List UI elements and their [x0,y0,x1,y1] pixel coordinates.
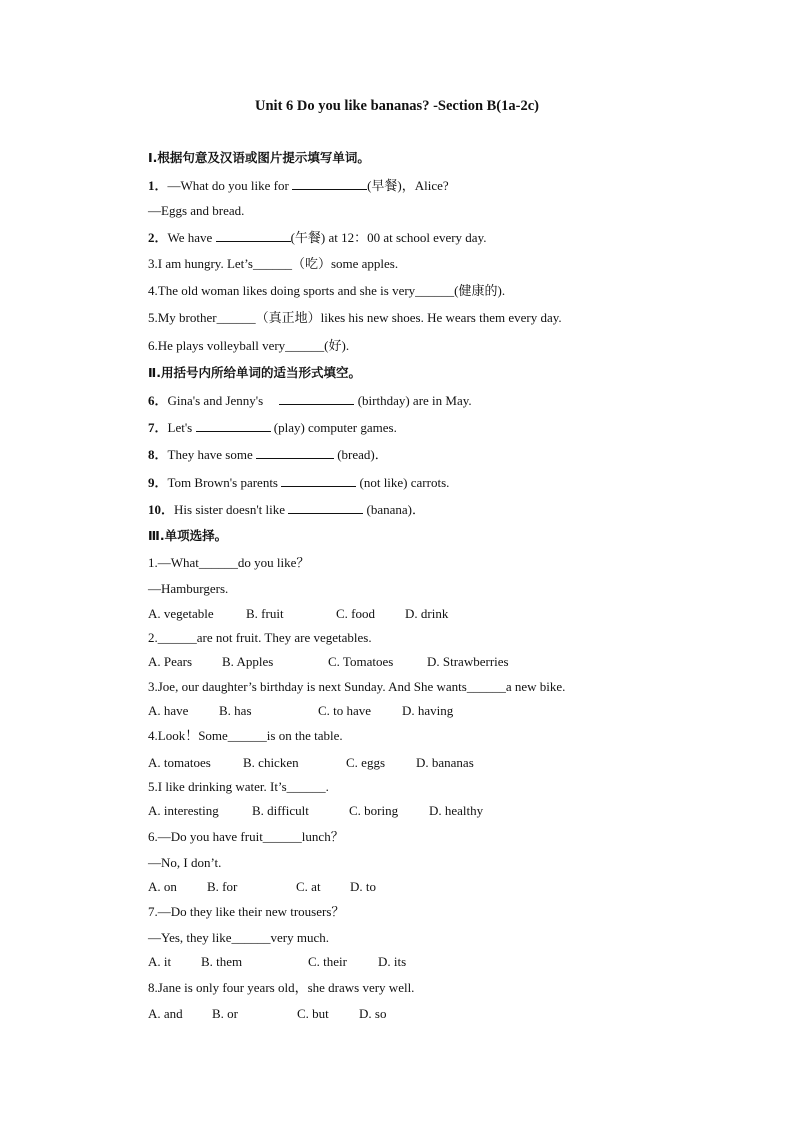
mc-question-5: 5.I like drinking water. It’s______. [148,779,329,794]
option-c[interactable]: C. at [296,879,321,894]
mc-question-8: 8.Jane is only four years old，she draws very well. [148,980,415,995]
option-b[interactable]: B. them [201,954,243,969]
section-1-heading: Ⅰ.根据句意及汉语或图片提示填写单词。 [148,150,370,165]
question-number: 7． [148,420,168,435]
option-d[interactable]: D. healthy [429,803,484,818]
option-b[interactable]: B. difficult [252,803,309,818]
sec1-question-1 [148,177,449,194]
option-d[interactable]: D. so [359,1006,387,1021]
option-d[interactable]: D. having [402,703,454,718]
mc-answer-6: —No, I don’t. [148,855,222,870]
option-a[interactable]: A. have [148,703,189,718]
question-text: Tom Brown's parents [167,475,278,490]
question-text: His sister doesn't like [174,502,286,517]
question-hint: (午餐) at 12：00 at school every day. [290,230,487,245]
answer-blank[interactable] [279,392,354,405]
sec1-question-2 [148,229,486,246]
option-d[interactable]: D. to [350,879,376,894]
option-b[interactable]: B. for [207,879,238,894]
answer-blank[interactable] [256,446,334,459]
question-number: 2． [148,230,168,245]
question-number: 6． [148,393,168,408]
answer-blank[interactable] [281,474,356,487]
question-hint: (bread)． [337,447,388,462]
mc-question-6: 6.—Do you have fruit______lunch？ [148,829,344,844]
option-d[interactable]: D. its [378,954,407,969]
option-d[interactable]: D. Strawberries [427,654,509,669]
question-number: 9． [148,475,168,490]
mc-answer-7: —Yes, they like______very much. [148,930,330,945]
page-title: Unit 6 Do you like bananas? -Section B(1a-2c) [255,98,539,114]
option-a[interactable]: A. tomatoes [148,755,211,770]
sec2-question-6 [148,392,472,409]
option-a[interactable]: A. it [148,954,172,969]
sec2-question-7 [148,419,397,436]
mc-question-2: 2.______are not fruit. They are vegetables. [148,630,372,645]
mc-answer-1: —Hamburgers. [148,581,229,596]
sec1-question-3: 3.I am hungry. Let’s______（吃）some apples. [148,256,399,271]
sec1-question-5: 5.My brother______（真正地）likes his new shoes. He wears them every day. [148,310,562,325]
option-a[interactable]: A. on [148,879,177,894]
option-a[interactable]: A. interesting [148,803,219,818]
sec2-question-9 [148,474,449,491]
answer-blank[interactable] [288,501,363,514]
question-hint: (早餐)，Alice? [367,178,449,193]
mc-question-1: 1.—What______do you like？ [148,555,310,570]
mc-question-4: 4.Look！Some______is on the table. [148,728,343,743]
option-a[interactable]: A. and [148,1006,183,1021]
question-hint: (banana)． [366,502,426,517]
answer-blank[interactable] [216,229,291,242]
question-text: Let's [167,420,193,435]
question-number: 1． [148,178,168,193]
mc-question-7: 7.—Do they like their new trousers？ [148,904,345,919]
mc-question-3: 3.Joe, our daughter’s birthday is next Sunday. And She wants______a new bike. [148,679,566,694]
option-c[interactable]: C. their [308,954,347,969]
section-2-heading: Ⅱ.用括号内所给单词的适当形式填空。 [148,365,361,380]
sec2-question-10 [148,501,425,518]
sec2-question-8 [148,446,388,463]
question-number: 8． [148,447,168,462]
sec1-question-4: 4.The old woman likes doing sports and she is very______(健康的). [148,283,506,298]
question-hint: (birthday) are in May. [357,393,472,408]
question-number: 10． [148,502,175,517]
answer-blank[interactable] [196,419,271,432]
question-text: They have some [167,447,253,462]
option-b[interactable]: B. or [212,1006,238,1021]
question-text: —What do you like for [167,178,289,193]
question-hint: (not like) carrots. [359,475,450,490]
option-b[interactable]: B. fruit [246,606,284,621]
option-c[interactable]: C. boring [349,803,399,818]
option-b[interactable]: B. has [219,703,252,718]
option-c[interactable]: C. but [297,1006,329,1021]
option-c[interactable]: C. Tomatoes [328,654,394,669]
question-hint: (play) computer games. [273,420,397,435]
question-text: We have [167,230,213,245]
sec1-answer-1: —Eggs and bread. [148,203,245,218]
option-a[interactable]: A. Pears [148,654,193,669]
option-b[interactable]: B. Apples [222,654,274,669]
question-text: Gina's and Jenny's [167,393,264,408]
option-d[interactable]: D. drink [405,606,449,621]
option-d[interactable]: D. bananas [416,755,474,770]
sec1-question-6: 6.He plays volleyball very______(好). [148,338,350,353]
option-c[interactable]: C. eggs [346,755,385,770]
answer-blank[interactable] [292,177,367,190]
option-c[interactable]: C. to have [318,703,372,718]
option-c[interactable]: C. food [336,606,375,621]
option-b[interactable]: B. chicken [243,755,299,770]
option-a[interactable]: A. vegetable [148,606,214,621]
section-3-heading: Ⅲ.单项选择。 [148,528,228,543]
